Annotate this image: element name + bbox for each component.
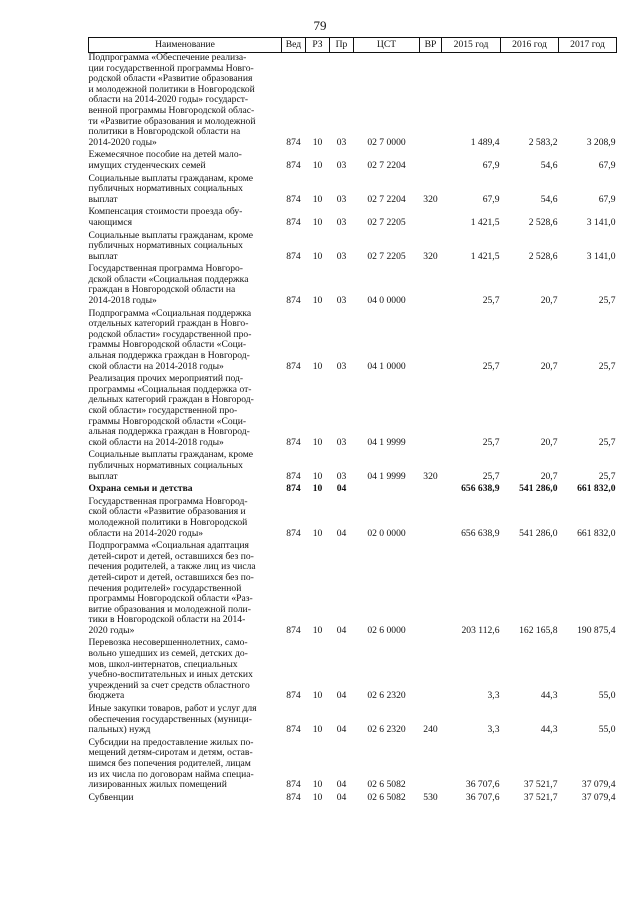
row-rz: 10: [312, 527, 323, 539]
row-pr: 03: [336, 436, 347, 448]
row-pr: 03: [336, 360, 347, 372]
row-value-2016: 37 521,7: [523, 791, 558, 803]
row-cst: 02 6 0000: [367, 624, 406, 636]
row-cst: 02 7 0000: [367, 136, 406, 148]
row-rz: 10: [312, 690, 323, 702]
row-name: Социальные выплаты гражданам, кроме публичных нормативных социальных выплат: [88, 449, 254, 482]
row-value-2017: 25,7: [598, 470, 616, 482]
row-pr: 04: [336, 483, 347, 495]
row-pr: 04: [336, 779, 347, 791]
row-value-2016: 44,3: [540, 724, 558, 736]
table-row: [89, 484, 617, 497]
row-pr: 03: [336, 250, 347, 262]
row-rz: 10: [312, 470, 323, 482]
row-ved: 874: [286, 724, 301, 736]
row-value-2017: 37 079,4: [581, 791, 616, 803]
row-vr: [420, 53, 442, 151]
row-cst: 02 7 2204: [367, 159, 406, 171]
row-vr: 530: [423, 791, 438, 803]
row-pr: 03: [336, 193, 347, 205]
table-row: [89, 231, 617, 265]
row-rz: 10: [312, 360, 323, 372]
row-cst: 02 7 2205: [367, 250, 406, 262]
row-rz: 10: [312, 193, 323, 205]
row-value-2015: 1 421,5: [470, 216, 500, 228]
col-header-name: Наименование: [89, 38, 282, 53]
row-value-2016: 20,7: [540, 470, 558, 482]
row-vr: 240: [423, 724, 438, 736]
row-pr: 03: [336, 470, 347, 482]
row-rz: 10: [312, 724, 323, 736]
row-vr: [420, 541, 442, 638]
row-value-2017: 55,0: [598, 724, 616, 736]
row-vr: [420, 309, 442, 375]
row-pr: 03: [336, 136, 347, 148]
row-value-2016: 20,7: [540, 295, 558, 307]
row-vr: [420, 738, 442, 793]
row-pr: 04: [336, 690, 347, 702]
row-value-2016: 162 165,8: [519, 624, 558, 636]
row-value-2015: 3,3: [487, 724, 500, 736]
row-ved: 874: [286, 216, 301, 228]
row-cst: 02 7 2205: [367, 216, 406, 228]
row-ved: 874: [286, 436, 301, 448]
row-name: Социальные выплаты гражданам, кроме публичных нормативных социальных выплат: [88, 172, 254, 205]
row-ved: 874: [286, 791, 301, 803]
row-cst: 04 1 9999: [367, 470, 406, 482]
row-pr: 04: [336, 724, 347, 736]
row-pr: 04: [336, 624, 347, 636]
row-cst: 02 6 2320: [367, 724, 406, 736]
table-row: [89, 207, 617, 230]
col-header-rz: РЗ: [306, 38, 330, 53]
col-header-ved: Вед: [282, 38, 306, 53]
row-pr: 04: [336, 791, 347, 803]
row-vr: [420, 497, 442, 541]
row-rz: 10: [312, 250, 323, 262]
table-row: [89, 738, 617, 793]
row-value-2017: 3 208,9: [586, 136, 616, 148]
page-number: 79: [313, 18, 327, 33]
row-rz: 10: [312, 216, 323, 228]
row-vr: [420, 150, 442, 173]
row-value-2016: 541 286,0: [519, 483, 558, 495]
row-name: Государственная программа Новгоро- дской области «Социальная поддержка граждан в Новгородской области на 2014-2018 годы»: [88, 263, 249, 307]
row-name: Субсидии на предоставление жилых по- мещений детям-сиротам и детям, остав- шимся без попечения родителей, лицам из их числа по договорам найма специа- лизированных жилых помещений: [88, 736, 254, 791]
row-value-2015: 25,7: [482, 360, 500, 372]
row-value-2016: 54,6: [540, 159, 558, 171]
row-value-2016: 44,3: [540, 690, 558, 702]
col-header-2016: 2016 год: [501, 38, 559, 53]
row-name: Социальные выплаты гражданам, кроме публичных нормативных социальных выплат: [88, 229, 254, 262]
row-value-2016: 37 521,7: [523, 779, 558, 791]
row-pr: 03: [336, 216, 347, 228]
row-vr: [420, 207, 442, 230]
row-value-2015: 25,7: [482, 436, 500, 448]
row-rz: 10: [312, 624, 323, 636]
row-rz: 10: [312, 159, 323, 171]
row-ved: 874: [286, 624, 301, 636]
table-row: [89, 53, 617, 151]
table-row: [89, 174, 617, 208]
row-value-2017: 3 141,0: [586, 250, 616, 262]
table-row: [89, 450, 617, 484]
row-value-2016: 2 528,6: [528, 250, 558, 262]
row-vr: 320: [423, 250, 438, 262]
row-name: Подпрограмма «Социальная поддержка отдельных категорий граждан в Новго- родской области» государственной про- граммы Новгородской области «Соци- альная поддержка граждан в Новгород- ской области на 2014-2018 годы»: [88, 307, 252, 372]
row-value-2017: 67,9: [598, 159, 616, 171]
row-name: Иные закупки товаров, работ и услуг для обеспечения государственных (муници- пальных) нужд: [88, 703, 257, 736]
row-ved: 874: [286, 779, 301, 791]
row-value-2015: 25,7: [482, 295, 500, 307]
table-row: [89, 374, 617, 450]
row-name: Реализация прочих мероприятий под- программы «Социальная поддержка от- дельных категорий граждан в Новгород- ской области» государственной про- граммы Новгородской области «Соци- альная поддержка граждан в Новгород- ской области на 2014-2018 годы»: [88, 373, 254, 448]
table-body: [89, 53, 617, 806]
row-value-2016: 2 583,2: [528, 136, 558, 148]
row-value-2015: 67,9: [482, 193, 500, 205]
row-value-2015: 67,9: [482, 159, 500, 171]
table-row: [89, 264, 617, 308]
row-ved: 874: [286, 295, 301, 307]
row-value-2017: 661 832,0: [577, 483, 616, 495]
table-row: [89, 497, 617, 541]
row-pr: 04: [336, 527, 347, 539]
row-value-2015: 36 707,6: [465, 779, 500, 791]
row-vr: [420, 638, 442, 704]
row-value-2017: 25,7: [598, 295, 616, 307]
row-name: Охрана семьи и детства: [88, 483, 193, 495]
row-ved: 874: [286, 360, 301, 372]
row-value-2016: 20,7: [540, 360, 558, 372]
row-ved: 874: [286, 483, 301, 495]
row-value-2016: 2 528,6: [528, 216, 558, 228]
row-value-2015: 25,7: [482, 470, 500, 482]
col-header-pr: Пр: [330, 38, 354, 53]
row-ved: 874: [286, 527, 301, 539]
row-rz: 10: [312, 483, 323, 495]
row-value-2016: 54,6: [540, 193, 558, 205]
row-cst: 04 1 9999: [367, 436, 406, 448]
col-header-2017: 2017 год: [559, 38, 617, 53]
col-header-2015: 2015 год: [442, 38, 501, 53]
col-header-vr: ВР: [420, 38, 442, 53]
row-name: Перевозка несовершеннолетних, само- вольно ушедших из семей, детских до- мов, школ-интернатов, специальных учебно-воспитательных и иных детских учреждений за счет средств областного бюджета: [88, 637, 253, 702]
budget-table: [88, 37, 617, 805]
row-vr: 320: [423, 470, 438, 482]
row-rz: 10: [312, 779, 323, 791]
table-row: [89, 541, 617, 638]
row-rz: 10: [312, 791, 323, 803]
row-value-2017: 55,0: [598, 690, 616, 702]
row-ved: 874: [286, 470, 301, 482]
row-cst: 02 6 5082: [367, 791, 406, 803]
table-row: [89, 638, 617, 704]
row-value-2017: 190 875,4: [577, 624, 616, 636]
row-pr: 03: [336, 159, 347, 171]
row-value-2017: 3 141,0: [586, 216, 616, 228]
row-vr: [420, 484, 442, 497]
row-value-2015: 36 707,6: [465, 791, 500, 803]
row-value-2017: 25,7: [598, 436, 616, 448]
row-value-2017: 25,7: [598, 360, 616, 372]
row-name: Государственная программа Новгород- ской области «Развитие образования и молодежной политики в Новгородской области на 2014-2020 годы»: [88, 495, 248, 539]
row-cst: [354, 484, 420, 497]
row-ved: 874: [286, 250, 301, 262]
row-value-2015: 203 112,6: [461, 624, 500, 636]
row-vr: [420, 374, 442, 450]
row-value-2017: 37 079,4: [581, 779, 616, 791]
col-header-cst: ЦСТ: [354, 38, 420, 53]
row-vr: [420, 264, 442, 308]
row-cst: 04 1 0000: [367, 360, 406, 372]
row-vr: 320: [423, 193, 438, 205]
row-name: Компенсация стоимости проезда обу- чающимся: [88, 206, 243, 228]
row-value-2015: 1 489,4: [470, 136, 500, 148]
row-ved: 874: [286, 159, 301, 171]
row-cst: 02 6 2320: [367, 690, 406, 702]
row-value-2015: 1 421,5: [470, 250, 500, 262]
row-value-2016: 20,7: [540, 436, 558, 448]
row-name: Ежемесячное пособие на детей мало- имущих студенческих семей: [88, 149, 242, 171]
row-ved: 874: [286, 136, 301, 148]
table-row: [89, 150, 617, 173]
row-rz: 10: [312, 436, 323, 448]
row-rz: 10: [312, 295, 323, 307]
row-ved: 874: [286, 193, 301, 205]
row-name: Подпрограмма «Обеспечение реализа- ции государственной программы Новго- родской области «Развитие образования и молодежной политики в Новгородской области на 2014-2020 годы» государст- венной программы Новгородской облас- ти «Развитие образования и молодежной политики в Новгородской области на 2014-2020 годы»: [88, 52, 256, 148]
table-row: [89, 793, 617, 806]
row-value-2017: 661 832,0: [577, 527, 616, 539]
row-cst: 02 0 0000: [367, 527, 406, 539]
table-row: [89, 704, 617, 738]
row-name: Подпрограмма «Социальная адаптация детей-сирот и детей, оставшихся без по- печения родителей, а также лиц из числа детей-сирот и детей, оставшихся без по- печения родителей» государственной программы Новгородской области «Раз- витие образования и молодежной поли- тики в Новгородской области на 2014- 2020 годы»: [88, 540, 256, 636]
row-value-2015: 656 638,9: [461, 527, 500, 539]
row-value-2016: 541 286,0: [519, 527, 558, 539]
row-value-2015: 656 638,9: [461, 483, 500, 495]
row-ved: 874: [286, 690, 301, 702]
table-row: [89, 309, 617, 375]
row-value-2015: 3,3: [487, 690, 500, 702]
row-rz: 10: [312, 136, 323, 148]
row-name: Субвенции: [88, 791, 134, 803]
row-cst: 02 6 5082: [367, 779, 406, 791]
row-pr: 03: [336, 295, 347, 307]
row-cst: 04 0 0000: [367, 295, 406, 307]
row-value-2017: 67,9: [598, 193, 616, 205]
row-cst: 02 7 2204: [367, 193, 406, 205]
table-header-row: [89, 38, 617, 53]
